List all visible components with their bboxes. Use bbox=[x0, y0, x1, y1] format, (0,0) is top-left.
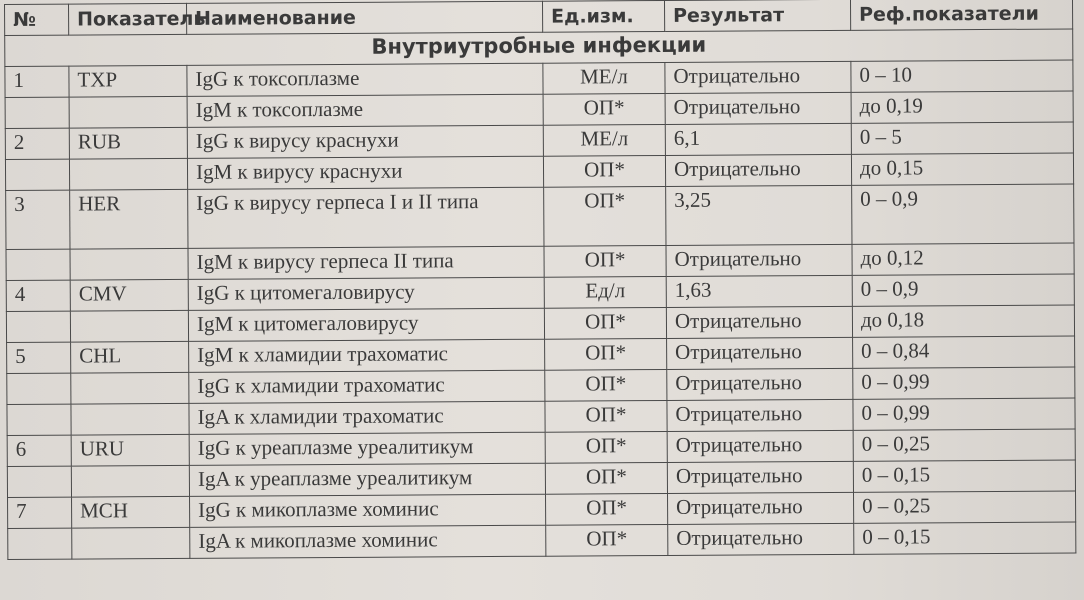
test-reference: до 0,18 bbox=[852, 305, 1074, 337]
test-reference: 0 – 0,25 bbox=[853, 491, 1075, 523]
test-name: IgM к хламидии трахоматис bbox=[189, 339, 545, 372]
test-result: Отрицательно bbox=[667, 399, 853, 431]
row-code bbox=[69, 158, 187, 190]
row-num: 2 bbox=[5, 128, 69, 159]
row-num: 4 bbox=[6, 280, 70, 311]
test-reference: 0 – 0,15 bbox=[853, 460, 1075, 492]
test-unit: ОП* bbox=[543, 93, 665, 125]
test-name: IgG к уреаплазме уреалитикум bbox=[189, 432, 545, 465]
test-reference: 0 – 0,25 bbox=[853, 429, 1075, 461]
row-num: 7 bbox=[8, 497, 72, 528]
row-num bbox=[7, 373, 71, 404]
row-code bbox=[72, 527, 190, 559]
test-name: IgA к уреаплазме уреалитикум bbox=[189, 463, 545, 496]
row-num bbox=[5, 97, 69, 128]
test-reference: 0 – 5 bbox=[851, 122, 1073, 154]
test-name: IgG к токсоплазме bbox=[187, 63, 543, 96]
header-num: № bbox=[5, 4, 69, 35]
test-result: Отрицательно bbox=[665, 92, 851, 124]
test-reference: до 0,12 bbox=[852, 243, 1074, 275]
test-name: IgM к цитомегаловирусу bbox=[188, 308, 544, 341]
test-result: Отрицательно bbox=[665, 61, 851, 93]
test-reference: 0 – 0,99 bbox=[853, 398, 1075, 430]
row-num: 3 bbox=[6, 190, 70, 249]
row-code bbox=[71, 465, 189, 497]
row-code bbox=[69, 96, 187, 128]
row-code bbox=[71, 372, 189, 404]
test-result: Отрицательно bbox=[667, 337, 853, 369]
row-code bbox=[70, 310, 188, 342]
test-result: Отрицательно bbox=[666, 244, 852, 276]
test-result: Отрицательно bbox=[668, 523, 854, 555]
test-name: IgA к микоплазме хоминис bbox=[190, 525, 546, 558]
test-reference: до 0,15 bbox=[851, 153, 1073, 185]
test-unit: ОП* bbox=[544, 245, 666, 277]
test-unit: ОП* bbox=[545, 462, 667, 494]
table-row bbox=[8, 522, 1076, 560]
test-name: IgA к хламидии трахоматис bbox=[189, 401, 545, 434]
test-reference: 0 – 10 bbox=[851, 60, 1073, 92]
row-num bbox=[8, 528, 72, 559]
test-result: 6,1 bbox=[665, 123, 851, 155]
test-name: IgM к вирусу герпеса II типа bbox=[188, 246, 544, 279]
results-table bbox=[4, 0, 1076, 560]
test-result: Отрицательно bbox=[667, 461, 853, 493]
header-result: Результат bbox=[664, 0, 850, 31]
header-unit: Ед.изм. bbox=[542, 0, 664, 32]
test-name: IgM к токсоплазме bbox=[187, 94, 543, 127]
row-code: RUB bbox=[69, 127, 187, 159]
test-name: IgG к вирусу герпеса I и II типа bbox=[188, 187, 544, 248]
header-name: Наименование bbox=[186, 1, 542, 34]
test-unit: ОП* bbox=[545, 431, 667, 463]
test-unit: ОП* bbox=[545, 369, 667, 401]
row-num: 6 bbox=[7, 435, 71, 466]
test-name: IgG к хламидии трахоматис bbox=[189, 370, 545, 403]
row-code: HER bbox=[70, 189, 188, 249]
row-code bbox=[70, 248, 188, 280]
row-code: MCH bbox=[72, 496, 190, 528]
row-code: CHL bbox=[71, 341, 189, 373]
test-unit: ОП* bbox=[546, 524, 668, 556]
test-name: IgG к вирусу краснухи bbox=[187, 125, 543, 158]
test-unit: ОП* bbox=[546, 493, 668, 525]
header-reference: Реф.показатели bbox=[850, 0, 1072, 30]
row-code bbox=[71, 403, 189, 435]
test-unit: МЕ/л bbox=[543, 124, 665, 156]
test-result: 1,63 bbox=[666, 275, 852, 307]
table-row bbox=[6, 184, 1074, 250]
row-num bbox=[7, 404, 71, 435]
test-result: Отрицательно bbox=[666, 306, 852, 338]
header-indicator: Показатель bbox=[69, 3, 187, 35]
test-unit: ОП* bbox=[543, 155, 665, 187]
section-title: Внутриутробные инфекции bbox=[5, 29, 1073, 67]
test-name: IgM к вирусу краснухи bbox=[187, 156, 543, 189]
test-reference: 0 – 0,9 bbox=[852, 274, 1074, 306]
test-unit: ОП* bbox=[545, 338, 667, 370]
test-reference: 0 – 0,9 bbox=[852, 184, 1074, 244]
row-num bbox=[5, 159, 69, 190]
row-num bbox=[6, 311, 70, 342]
test-unit: Ед/л bbox=[544, 276, 666, 308]
test-result: Отрицательно bbox=[667, 368, 853, 400]
test-reference: 0 – 0,15 bbox=[854, 522, 1076, 554]
test-result: 3,25 bbox=[666, 185, 852, 245]
test-result: Отрицательно bbox=[667, 430, 853, 462]
row-code: CMV bbox=[70, 279, 188, 311]
row-num bbox=[7, 466, 71, 497]
row-num bbox=[6, 249, 70, 280]
row-code: TXP bbox=[69, 65, 187, 97]
test-reference: 0 – 0,84 bbox=[853, 336, 1075, 368]
test-unit: ОП* bbox=[545, 400, 667, 432]
test-reference: 0 – 0,99 bbox=[853, 367, 1075, 399]
test-result: Отрицательно bbox=[668, 492, 854, 524]
row-num: 5 bbox=[7, 342, 71, 373]
test-reference: до 0,19 bbox=[851, 91, 1073, 123]
test-unit: ОП* bbox=[544, 307, 666, 339]
test-result: Отрицательно bbox=[665, 154, 851, 186]
row-code: URU bbox=[71, 434, 189, 466]
row-num: 1 bbox=[5, 66, 69, 97]
test-unit: МЕ/л bbox=[543, 62, 665, 94]
test-unit: ОП* bbox=[544, 186, 666, 246]
test-name: IgG к цитомегаловирусу bbox=[188, 277, 544, 310]
test-name: IgG к микоплазме хоминис bbox=[190, 494, 546, 527]
